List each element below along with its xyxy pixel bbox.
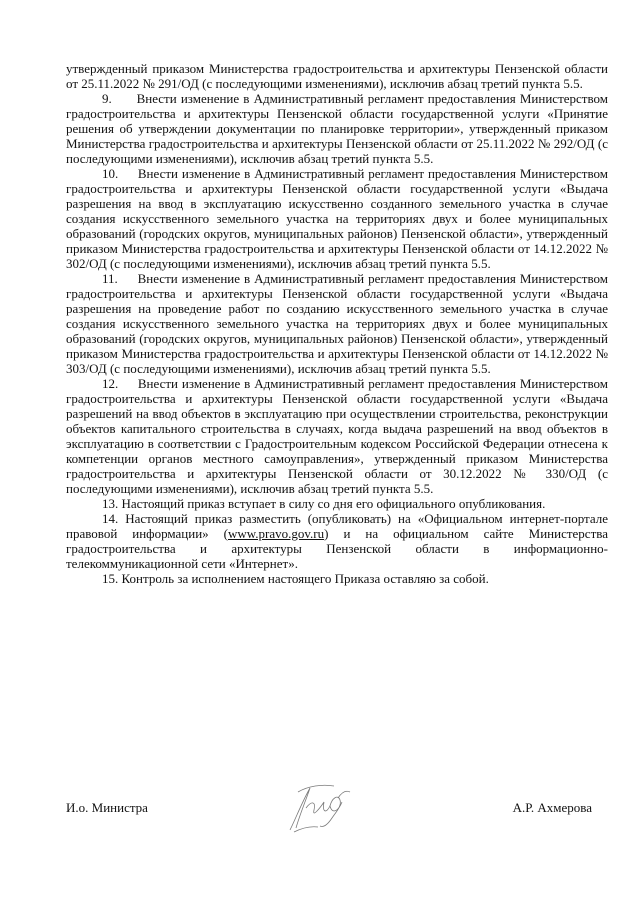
paragraph-9: 9. Внести изменение в Административный регламент предоставления Министерством градостроительства и архитектуры Пензенской области государственной услуги «Принятие решения об утверждении документации по планировке территории», утвержденный приказом Министерства градостроительства и архитектуры Пензенской области от 25.11.2022 № 292/ОД (с последующими изменениями), исключив абзац третий пункта 5.5. xyxy=(66,91,612,166)
paragraph-10: 10. Внести изменение в Административный регламент предоставления Министерством градостроительства и архитектуры Пензенской области государственной услуги «Выдача разрешения на ввод в эксплуатацию искусственно созданного земельного участка в случае создания искусственного земельного участка на территориях двух и более муниципальных образований (городских округов, муниципальных районов) Пензенской области», утвержденный приказом Министерства градостроительства и архитектуры Пензенской области от 14.12.2022 № 302/ОД (с последующими изменениями), исключив абзац третий пункта 5.5. xyxy=(66,166,612,271)
paragraph-12: 12. Внести изменение в Административный регламент предоставления Министерством градостроительства и архитектуры Пензенской области государственной услуги «Выдача разрешений на ввод объектов в эксплуатацию при осуществлении строительства, реконструкции объектов капитального строительства в случаях, когда выдача разрешений на ввод объектов в эксплуатацию в соответствии с Градостроительным кодексом Российской Федерации отнесена к компетенции органов местного самоуправления», утвержденный приказом Министерства градостроительства и архитектуры Пензенской области от 30.12.2022 № 330/ОД (с последующими изменениями), исключив абзац третий пункта 5.5. xyxy=(66,376,612,496)
signatory-role: И.о. Министра xyxy=(66,800,148,815)
paragraph-11: 11. Внести изменение в Административный регламент предоставления Министерством градостроительства и архитектуры Пензенской области государственной услуги «Выдача разрешения на проведение работ по созданию искусственного земельного участка в случае создания искусственного земельного участка на территориях двух и более муниципальных образований (городских округов, муниципальных районов) Пензенской области», утвержденный приказом Министерства градостроительства и архитектуры Пензенской области от 14.12.2022 № 303/ОД (с последующими изменениями), исключив абзац третий пункта 5.5. xyxy=(66,271,612,376)
handwritten-signature-icon xyxy=(276,778,366,838)
paragraph-14 xyxy=(66,511,608,571)
paragraph-15: 15. Контроль за исполнением настоящего Приказа оставляю за собой. xyxy=(102,571,489,586)
signature-block xyxy=(66,800,608,840)
signatory-name: А.Р. Ахмерова xyxy=(512,800,592,815)
paragraph-14-text-end: ) и на официальном сайте Министерства градостроительства и архитектуры Пензенской области в информационно-телекоммуникационной сети «Интернет». xyxy=(66,526,608,571)
document-body xyxy=(66,61,612,586)
paragraph-14-text-start: 14. Настоящий приказ разместить (опубликовать) на «Официальном интернет-портале правовой информации» ( xyxy=(66,511,608,541)
pravo-gov-link[interactable]: www.pravo.gov.ru xyxy=(227,526,325,541)
paragraph-13: 13. Настоящий приказ вступает в силу со дня его официального опубликования. xyxy=(102,496,546,511)
paragraph-8-tail: утвержденный приказом Министерства градостроительства и архитектуры Пензенской области от 25.11.2022 № 291/ОД (с последующими изменениями), исключив абзац третий пункта 5.5. xyxy=(66,61,608,91)
